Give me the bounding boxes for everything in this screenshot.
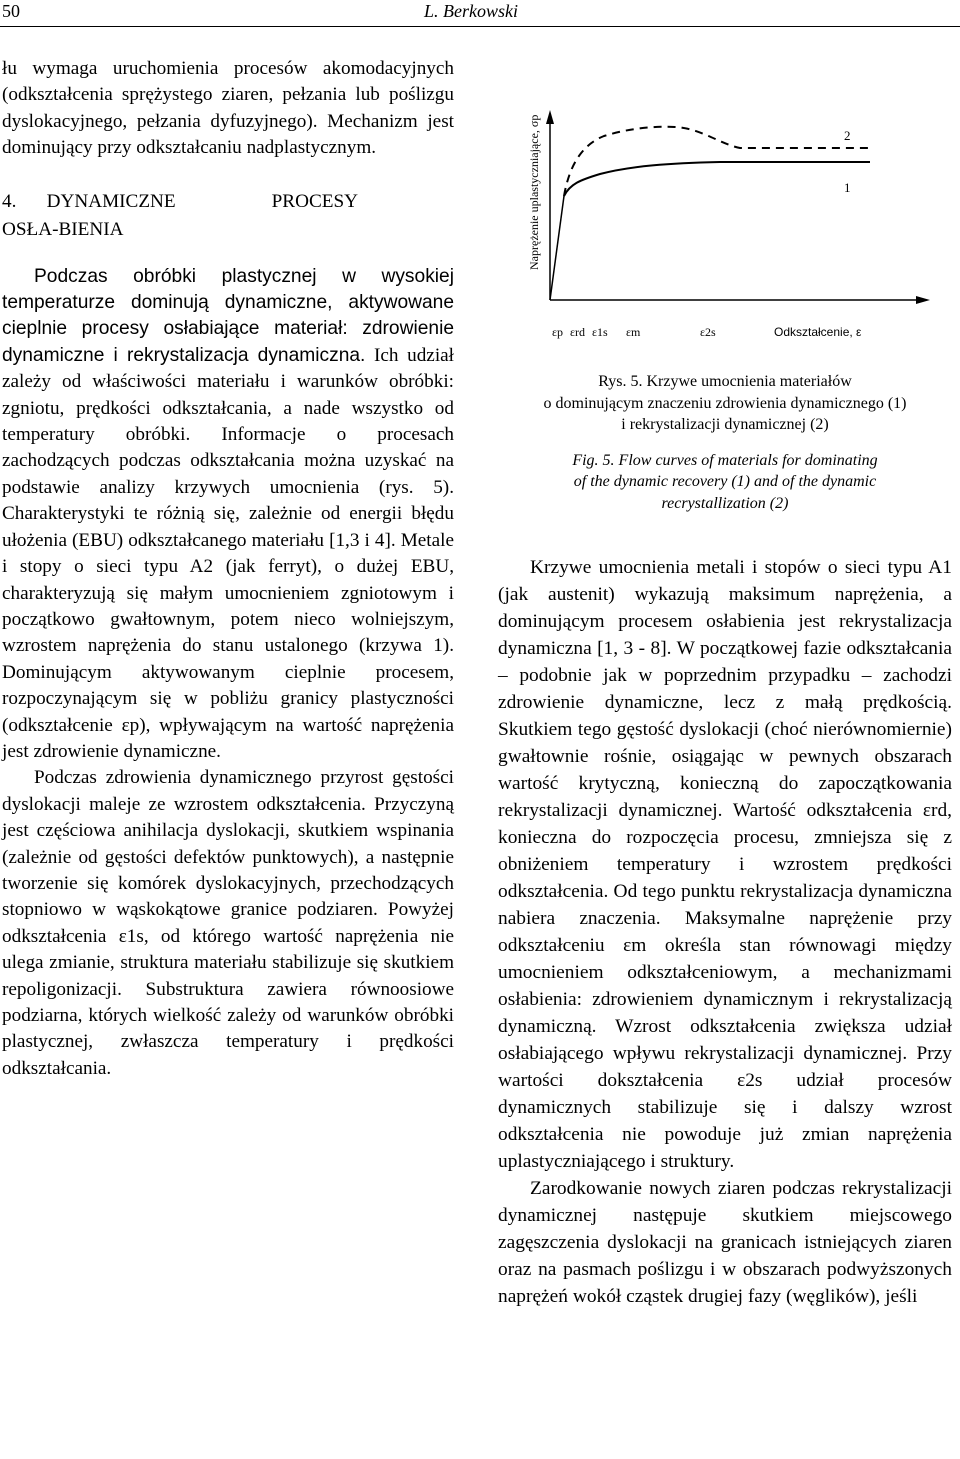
section-heading bbox=[2, 188, 454, 244]
paragraph-1-body: Ich udział zależy od właściwości materiału i warunków obróbki: zgniotu, prędkości odkształcania, a nade wszystko od temperatury obróbki. Informacje o procesach zachodzących podczas odkształcania można uzyskać na podstawie analizy krzywych umocnienia (rys. 5). Charakterystyki te różnią się, zależnie od energii błędu ułożenia (EBU) odkształcanego materiału [1,3 i 4]. Metale i stopy o sieci typu A2 (jak ferryt), o dużej EBU, charakteryzują się małym umocnieniem zgniotowym i początkowo gwałtownym, potem nieco wolniejszym, wzrostem naprężenia do stanu ustalonego (krzywa 1). Dominującym aktywowanym cieplnie procesem, rozpoczynającym się w pobliżu granicy plastyczności (odkształcenie εp), wpływającym na wartość naprężenia jest zdrowienie dynamiczne. bbox=[2, 344, 455, 762]
figure-caption bbox=[490, 371, 960, 514]
caption-en-line-2: of the dynamic recovery (1) and of the dynamic bbox=[573, 473, 877, 490]
heading-word-3: OSŁA-BIENIA bbox=[2, 218, 124, 240]
figure-5 bbox=[500, 100, 940, 350]
elastic-line bbox=[550, 196, 564, 300]
caption-en-line-1: Fig. 5. Flow curves of materials for dominating bbox=[572, 451, 878, 469]
paragraph-2: Podczas zdrowienia dynamicznego przyrost gęstości dyslokacji maleje ze wzrostem odkształcenia. Przyczyną jest częściowa anihilacja dyslokacji, skutkiem wspinania (zależnie od gęstości defektów punktowych), a następnie tworzenie się komórek dyslokacyjnych, przechodzących stopniowo w wąskokątowe granice podziaren. Powyżej odkształcenia ε1s, od którego wartość naprężenia nie ulega zmianie, struktura materiału stabilizuje się skutkiem repoligonizacji. Substruktura zawiera równoosiowe podziarna, których wielkość zależy od warunków obróbki plastycznej, zwłaszcza temperatury i prędkości odkształcania. bbox=[2, 767, 454, 1079]
header-rule bbox=[0, 26, 960, 27]
caption-pl-line-1: Rys. 5. Krzywe umocnienia materiałów bbox=[598, 373, 852, 390]
paragraph-3: Krzywe umocnienia metali i stopów o sieci typu A1 (jak austenit) wykazują maksimum naprężenia, a dominującym procesem osłabienia jest rekrystalizacja dynamiczna [1, 3 - 8]. W początkowej fazie odkształcania – podobnie jak w poprzednim przypadku – zachodzi zdrowienie dynamiczne, lecz z małą prędkością. Skutkiem tego gęstość dyslokacji (choć nierównomiernie) gwałtownie rośnie, osiągając w pewnych obszarach wartość krytyczną, konieczną do zapoczątkowania rekrystalizacji dynamicznej. Wartość odkształcenia εrd, konieczna do rozpoczęcia procesu, zmniejsza się z obniżeniem temperatury i wzrostem prędkości odkształcenia. Od tego punktu rekrystalizacja dynamiczna nabiera znaczenia. Maksymalne naprężenie przy odkształceniu εm określa stan równowagi między umocnieniem odkształceniowym, a mechanizmami osłabienia: zdrowieniem dynamicznym i rekrystalizacją dynamiczną. Wzrost odkształcenia zwiększa udział osłabiającego wpływu rekrystalizacji dynamicznej. Przy wartości dokształcenia ε2s udział procesów dynamicznych stabilizuje się i dalszy wzrost odkształcenia nie powoduje już zmian naprężenia uplastyczniającego i struktury. bbox=[498, 557, 952, 1172]
caption-en-line-3: recrystallization (2) bbox=[661, 494, 789, 512]
page-number: 50 bbox=[2, 1, 20, 21]
paragraph-intro: łu wymaga uruchomienia procesów akomodacyjnych (odkształcenia sprężystego ziaren, pełzania lub poślizgu dyslokacyjnego, pełzania dyfuzyjnego). Mechanizm jest dominujący przy odkształcaniu nadplastycznym. bbox=[2, 58, 454, 159]
caption-pl-line-2: o dominującym znaczeniu zdrowienia dynamicznego (1) bbox=[543, 394, 907, 412]
left-column bbox=[2, 56, 454, 1082]
xtick-e1s: ε1s bbox=[592, 325, 608, 339]
xtick-ep: εp bbox=[552, 325, 564, 339]
heading-number: 4. DYNAMICZNE bbox=[2, 190, 176, 212]
caption-pl-line-3: i rekrystalizacji dynamicznej (2) bbox=[621, 416, 829, 433]
right-column bbox=[498, 554, 952, 1310]
heading-word-2: PROCESY bbox=[271, 190, 358, 212]
paragraph-4: Zarodkowanie nowych ziaren podczas rekrystalizacji dynamicznej następuje skutkiem miejscowego zagęszczenia dyslokacji na granicach istniejących ziaren oraz na pasmach poślizgu i w obszarach podwyższonych naprężeń wokół cząstek drugiej fazy (węglików), jeśli bbox=[498, 1178, 952, 1307]
curve-label-1: 1 bbox=[844, 180, 851, 195]
x-axis-arrow bbox=[916, 296, 930, 304]
flow-curve-chart bbox=[500, 100, 940, 350]
running-author: L. Berkowski bbox=[424, 1, 518, 21]
y-axis-label: Naprężenie uplastyczniające, σp bbox=[527, 114, 541, 270]
x-axis-label: Odkształcenie, ε bbox=[774, 325, 862, 339]
xtick-em: εm bbox=[626, 325, 641, 339]
y-axis-arrow bbox=[546, 110, 554, 124]
xtick-erd: εrd bbox=[570, 325, 586, 339]
curve-label-2: 2 bbox=[844, 128, 851, 143]
paragraph-1 bbox=[2, 264, 454, 766]
curve-1-recovery bbox=[564, 162, 870, 196]
paragraph-1-lead: Podczas obróbki plastycznej w wysokiej temperaturze dominują dynamiczne, aktywowane cieplnie procesy osłabiające materiał: zdrowienie dynamiczne i rekrystalizacja dynamiczna. bbox=[2, 265, 454, 366]
xtick-e2s: ε2s bbox=[700, 325, 716, 339]
